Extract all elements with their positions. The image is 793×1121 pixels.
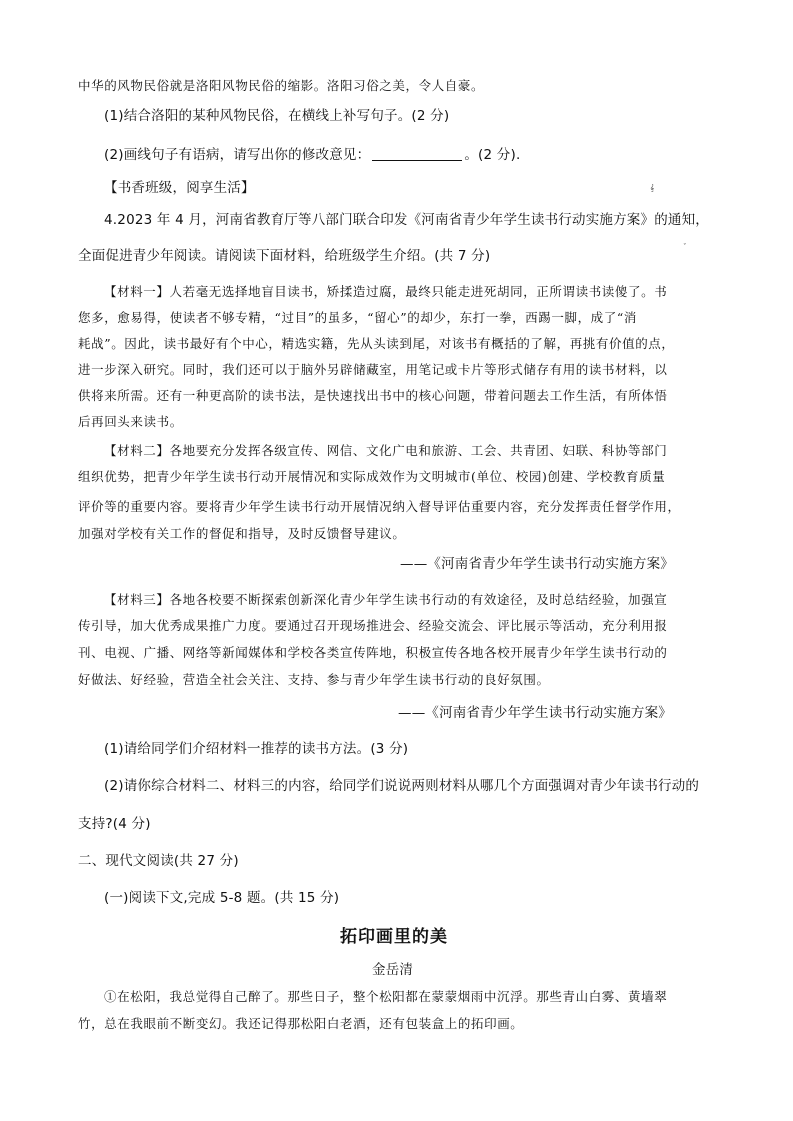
material-1-line: 耗战”。因此，读书最好有个中心，精选实籍，先从头读到尾，对该书有概括的了解，再挑有价值的点， bbox=[78, 336, 675, 351]
material-2-line: 加强对学校有关工作的督促和指导，及时反馈督导建议。 bbox=[78, 526, 406, 541]
material-1-line: 供将来所需。还有一种更高阶的读书法，是快速找出书中的核心问题，带着问题去工作生活，有所体悟 bbox=[78, 388, 668, 403]
question-4-line-1: 4.2023 年 4 月，河南省教育厅等八部门联合印发《河南省青少年学生读书行动实施方案》的通知， bbox=[104, 212, 709, 228]
material-1-line: 【材料一】人若毫无选择地盲目读书，矫揉造过腐，最终只能走进死胡同，正所谓读书读傻了。书 bbox=[104, 284, 668, 299]
intro-question-2-suffix: 。(2 分). bbox=[464, 147, 521, 163]
tiny-mark: 𝄞 bbox=[650, 184, 655, 192]
article-paragraph-line: ①在松阳，我总觉得自己醉了。那些日子，整个松阳都在蒙蒙烟雨中沉浮。那些青山白雾、黄墙翠 bbox=[104, 989, 668, 1004]
material-1-line: 进一步深入研究。同时，我们还可以于脑外另辟储藏室，用笔记或卡片等形式储存有用的读书材料，以 bbox=[78, 362, 668, 377]
question-4-line-2: 全面促进青少年阅读。请阅读下面材料，给班级学生介绍。(共 7 分) bbox=[78, 248, 491, 264]
material-3-line: 【材料三】各地各校要不断探索创新深化青少年学生读书行动的有效途径，及时总结经验，加强宣 bbox=[104, 592, 668, 607]
material-3-line: 好做法、好经验，营造全社会关注、支持、参与青少年学生读书行动的良好氛围。 bbox=[78, 672, 550, 687]
sub-question-2-line-1: (2)请你综合材料二、材料三的内容，给同学们说说两则材料从哪几个方面强调对青少年读书行动的 bbox=[104, 778, 700, 794]
material-1-line: 您多，愈易得，使读者不够专精，“过目”的虽多，“留心”的却少，东打一拳，西踢一脚，成了“消 bbox=[78, 310, 637, 325]
material-2-source: ——《河南省青少年学生读书行动实施方案》 bbox=[400, 556, 674, 572]
intro-question-2 bbox=[104, 145, 520, 165]
material-2-line: 组织优势，把青少年学生读书行动开展情况和实际成效作为文明城市(单位、校园)创建、学校教育质量 bbox=[78, 469, 666, 484]
section-title-reading: 【书香班级，阅享生活】 bbox=[104, 180, 255, 196]
sub-question-1: (1)请给同学们介绍材料一推荐的读书方法。(3 分) bbox=[104, 741, 409, 757]
section-2-subtitle: (一)阅读下文,完成 5-8 题。(共 15 分) bbox=[104, 890, 340, 906]
material-3-source: ——《河南省青少年学生读书行动实施方案》 bbox=[398, 705, 672, 721]
section-2-title: 二、现代文阅读(共 27 分) bbox=[78, 853, 239, 869]
material-2-line: 【材料二】各地要充分发挥各级宣传、网信、文化广电和旅游、工会、共青团、妇联、科协等部门 bbox=[104, 443, 668, 458]
article-paragraph-line: 竹，总在我眼前不断变幻。我还记得那松阳白老酒，还有包装盒上的拓印画。 bbox=[78, 1016, 524, 1031]
intro-question-2-prefix: (2)画线句子有语病，请写出你的修改意见： bbox=[104, 147, 371, 163]
tiny-mark: ˇ bbox=[683, 243, 687, 251]
material-2-line: 评价等的重要内容。要将青少年学生读书行动开展情况纳入督导评估重要内容，充分发挥责任督学作用， bbox=[78, 499, 681, 514]
sub-question-2-line-2: 支持?(4 分) bbox=[78, 816, 151, 832]
material-3-line: 刊、电视、广播、网络等新闻媒体和学校各类宣传阵地，积极宣传各地各校开展青少年学生读书行动的 bbox=[78, 645, 668, 660]
intro-tail-line: 中华的风物民俗就是洛阳风物民俗的缩影。洛阳习俗之美，令人自豪。 bbox=[78, 78, 485, 93]
material-1-line: 后再回头来读书。 bbox=[78, 414, 183, 429]
intro-question-1: (1)结合洛阳的某种风物民俗，在横线上补写句子。(2 分) bbox=[104, 108, 450, 124]
article-title: 拓印画里的美 bbox=[340, 927, 448, 947]
answer-blank bbox=[372, 146, 462, 161]
material-3-line: 传引导，加大优秀成果推广力度。要通过召开现场推进会、经验交流会、评比展示等活动，充分利用报 bbox=[78, 618, 668, 633]
article-author: 金岳清 bbox=[372, 962, 414, 978]
